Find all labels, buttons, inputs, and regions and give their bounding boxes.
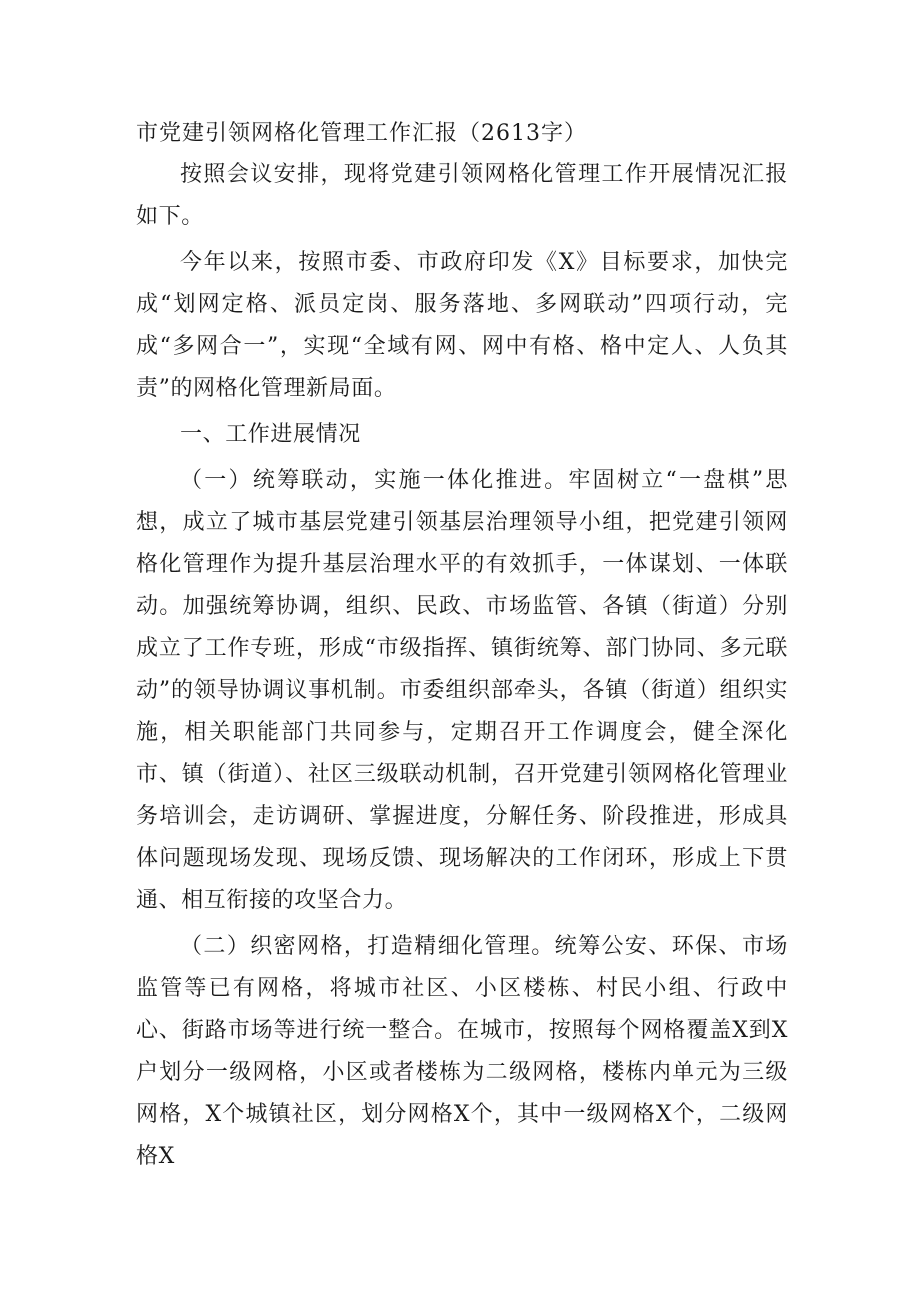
document-body: [136, 116, 788, 1182]
document-title: 市党建引领网格化管理工作汇报（2613字）: [136, 121, 587, 146]
part-two-paragraph: （二）织密网格，打造精细化管理。统筹公安、环保、市场监管等已有网格，将城市社区、小区楼栋、村民小组、行政中心、街路市场等进行统一整合。在城市，按照每个网格覆盖X到X户划分一级网格，小区或者楼栋为二级网格，楼栋内单元为三级网格，X个城镇社区，划分网格X个，其中一级网格X个，二级网格X: [136, 934, 788, 1169]
overview-paragraph: 今年以来，按照市委、市政府印发《X》目标要求，加快完成“划网定格、派员定岗、服务落地、多网联动”四项行动，完成“多网合一”，实现“全域有网、网中有格、格中定人、人负其责”的网格化管理新局面。: [136, 250, 788, 401]
intro-paragraph: 按照会议安排，现将党建引领网格化管理工作开展情况汇报如下。: [136, 162, 788, 229]
part-one-paragraph: （一）统筹联动，实施一体化推进。牢固树立“一盘棋”思想，成立了城市基层党建引领基层治理领导小组，把党建引领网格化管理作为提升基层治理水平的有效抓手，一体谋划、一体联动。加强统筹协调，组织、民政、市场监管、各镇（街道）分别成立了工作专班，形成“市级指挥、镇街统筹、部门协同、多元联动”的领导协调议事机制。市委组织部牵头，各镇（街道）组织实施，相关职能部门共同参与，定期召开工作调度会，健全深化市、镇（街道）、社区三级联动机制，召开党建引领网格化管理业务培训会，走访调研、掌握进度，分解任务、阶段推进，形成具体问题现场发现、现场反馈、现场解决的工作闭环，形成上下贯通、相互衔接的攻坚合力。: [136, 468, 788, 913]
section-heading: 一、工作进展情况: [180, 422, 361, 447]
